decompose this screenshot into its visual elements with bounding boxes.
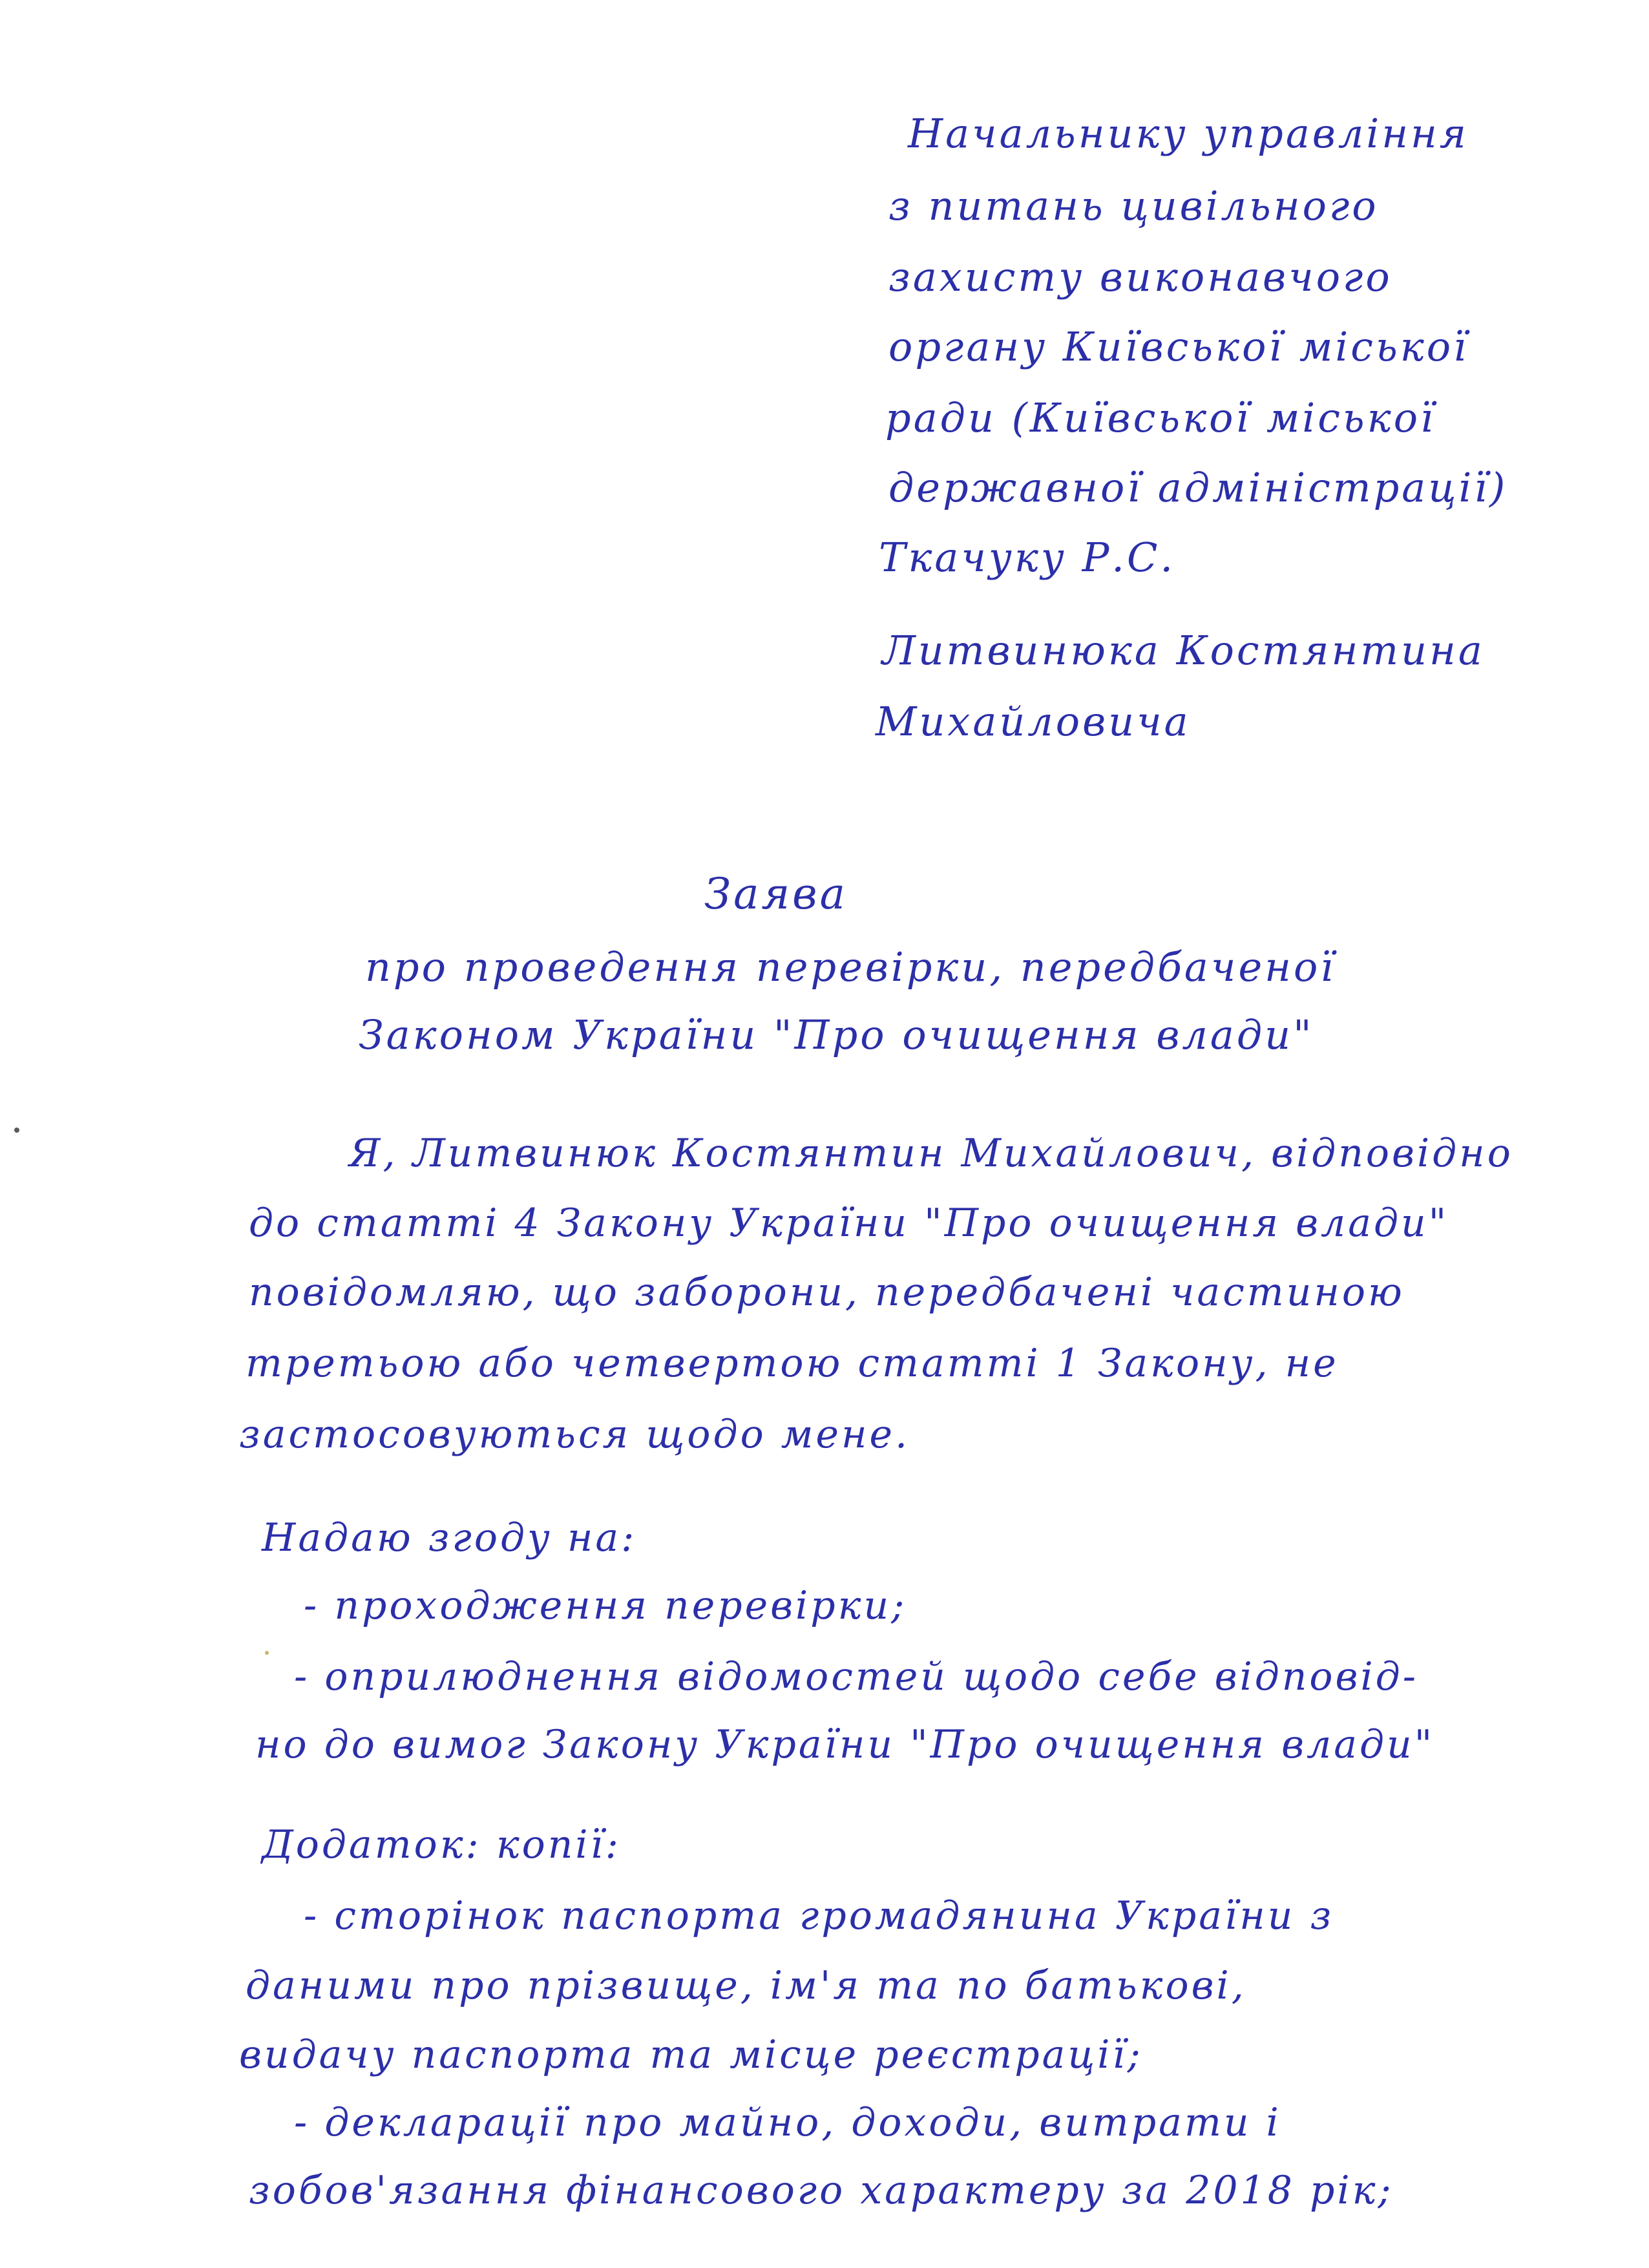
addressee-line: з питань цивільного — [888, 182, 1379, 229]
document-title: Заява — [704, 869, 848, 919]
addressee-line: Ткачуку Р.С. — [879, 534, 1176, 581]
attachments-heading: Додаток: копії: — [262, 1822, 622, 1867]
attachment-line: - декларації про майно, доходи, витрати і — [294, 2100, 1281, 2145]
addressee-line: органу Київської міської — [888, 323, 1469, 370]
attachment-line: зобов'язання фінансового характеру за 2018 рік; — [249, 2168, 1394, 2213]
statement-line: Я, Литвинюк Костянтин Михайлович, відповідно — [349, 1131, 1513, 1176]
attachment-line: - сторінок паспорта громадянина України з — [304, 1893, 1334, 1938]
addressee-line: Начальнику управління — [908, 110, 1469, 157]
statement-line: третьою або четвертою статті 1 Закону, не — [246, 1341, 1339, 1386]
addressee-line: ради (Київської міської — [885, 394, 1436, 441]
addressee-line: державної адміністрації) — [888, 464, 1508, 511]
statement-line: до статті 4 Закону України "Про очищення влади" — [249, 1201, 1449, 1246]
consent-item: - проходження перевірки; — [304, 1583, 907, 1628]
sender-line: Литвинюка Костянтина — [882, 627, 1485, 674]
addressee-line: захисту виконавчого — [888, 253, 1392, 300]
sender-line: Михайловича — [876, 698, 1191, 745]
consent-heading: Надаю згоду на: — [262, 1515, 637, 1560]
consent-item: но до вимог Закону України "Про очищення влади" — [255, 1722, 1435, 1767]
document-subtitle-line: про проведення перевірки, передбаченої — [365, 943, 1336, 991]
document-subtitle-line: Законом України "Про очищення влади" — [359, 1011, 1314, 1058]
attachment-line: даними про прізвище, ім'я та по батькові, — [246, 1963, 1246, 2008]
statement-line: застосовуються щодо мене. — [239, 1412, 910, 1457]
statement-line: повідомляю, що заборони, передбачені частиною — [249, 1270, 1405, 1315]
stray-mark — [14, 1128, 19, 1133]
stray-mark — [265, 1651, 269, 1655]
attachment-line: видачу паспорта та місце реєстрації; — [239, 2032, 1143, 2077]
consent-item: - оприлюднення відомостей щодо себе відповід- — [294, 1654, 1418, 1699]
